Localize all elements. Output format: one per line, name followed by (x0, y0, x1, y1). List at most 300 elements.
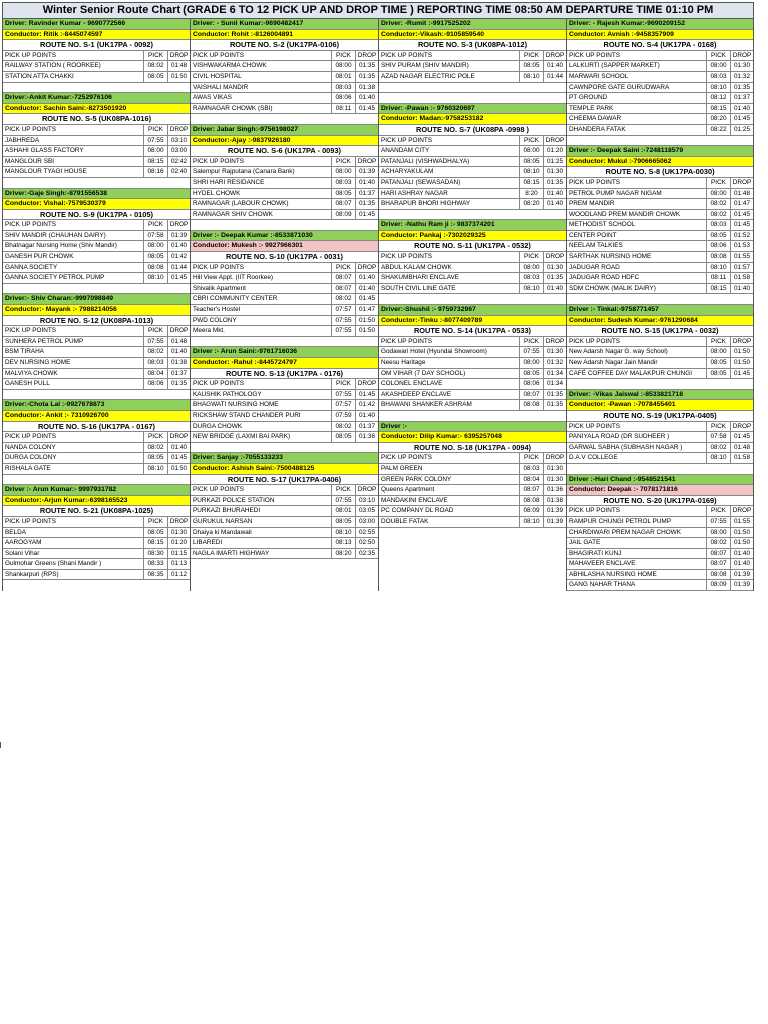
stops-header-row (379, 252, 566, 263)
drop-time: 01:35 (547, 390, 563, 398)
stop-name: DURGA COLONY (3, 453, 144, 463)
stop-name: JADUGAR ROAD HDFC (567, 273, 707, 283)
driver-label: Driver: -Nathu Ram ji :- 9837374201 (379, 220, 566, 231)
pick-time: 07:55 (144, 136, 168, 146)
pick-time: 08:03 (520, 464, 544, 474)
stop-name: GURUKUL NARSAN (191, 517, 332, 527)
route-number: ROUTE NO. S-7 (UK08PA -0998 ) (379, 125, 566, 136)
pick-time: 08:15 (707, 104, 731, 114)
stop-row (567, 528, 753, 539)
stops-header-row (567, 337, 753, 348)
stops-header-row (567, 422, 753, 433)
drop-time: 02:55 (359, 528, 375, 536)
stop-row (379, 146, 566, 157)
pick-time: 08:04 (144, 369, 168, 379)
stop-name: PT GROUND (567, 93, 707, 103)
stop-row (191, 517, 378, 528)
route-number: ROUTE NO. S-11 (UK17PA - 0532) (379, 241, 566, 252)
conductor-label: Conductor: Pankaj :-7302029325 (379, 231, 566, 242)
route-number: ROUTE NO. S-3 (UK08PA-1012) (379, 40, 566, 51)
drop-time: 01:37 (359, 189, 375, 197)
drop-header: DROP (169, 433, 189, 441)
drop-header: DROP (169, 221, 189, 229)
stop-name: SHIV PURAM (SHIV MANDIR) (379, 61, 520, 71)
stop-row (567, 538, 753, 549)
drop-header: DROP (732, 422, 752, 430)
stop-name: AAROGYAM (3, 538, 144, 548)
pickup-points-header: PICK UP POINTS (191, 263, 332, 273)
stop-name: SUNHERA PETROL PUMP (3, 337, 144, 347)
stop-row (379, 390, 566, 401)
pick-time: 08:20 (520, 199, 544, 209)
conductor-label: Conductor:-Tinku :-8077409789 (379, 316, 566, 327)
stops-header-row (379, 453, 566, 464)
pick-time: 08:07 (520, 485, 544, 495)
route-number: ROUTE NO. S-18 (UK17PA - 0094) (379, 443, 566, 454)
drop-time: 01:55 (734, 253, 750, 261)
drop-time: 01:48 (171, 337, 187, 345)
stop-name: SARTHAK NURSING HOME (567, 252, 707, 262)
stop-row (567, 220, 753, 231)
drop-time: 01:35 (547, 274, 563, 282)
driver-label: Driver: - Sunil Kumar:-9690482417 (191, 19, 378, 30)
driver-label: Driver:-Shushil :- 9759732967 (379, 305, 566, 316)
pick-time: 08:02 (332, 422, 356, 432)
pick-time: 08:07 (707, 549, 731, 559)
stop-name: HYDEL CHOWK (191, 189, 332, 199)
stop-name: COLONEL ENCLAVE (379, 379, 520, 389)
stop-name: MALVIYA CHOWK (3, 369, 144, 379)
stop-name: CAWNPORE GATE GURUDWARA (567, 83, 707, 93)
pick-time: 07:58 (144, 231, 168, 241)
stop-row (3, 337, 190, 348)
pick-header: PICK (707, 506, 731, 516)
stop-row (379, 496, 566, 507)
stop-row (379, 347, 566, 358)
stop-name: JABHREDA (3, 136, 144, 146)
pick-header: PICK (144, 220, 168, 230)
drop-header: DROP (169, 125, 189, 133)
pick-time: 08:02 (707, 210, 731, 220)
stop-name: CAFÉ COFFEE DAY MALAKPUR CHUNGI (567, 369, 707, 379)
pick-time: 08:35 (144, 570, 168, 580)
stop-name: Meera Mkt. (191, 326, 332, 336)
stop-name: ABDUL KALAM CHOWK (379, 263, 520, 273)
stop-name: PURKAZI BHURAHEDI (191, 506, 332, 516)
drop-time: 03:00 (171, 147, 187, 155)
pick-time: 08:00 (332, 61, 356, 71)
drop-time: 01:35 (547, 401, 563, 409)
pick-header: PICK (332, 157, 356, 167)
conductor-label: Conductor:-Ajay :-9837926180 (191, 136, 378, 147)
stop-row (379, 506, 566, 517)
pick-time: 08:20 (707, 114, 731, 124)
drop-time: 01:40 (359, 411, 375, 419)
stop-row (191, 496, 378, 507)
pickup-points-header: PICK UP POINTS (379, 337, 520, 347)
stop-name: GANESH PUR CHOWK (3, 252, 144, 262)
stop-name: ASHAHI GLASS FACTORY (3, 146, 144, 156)
pick-time: 08:09 (520, 506, 544, 516)
drop-time: 01:40 (734, 284, 750, 292)
pickup-points-header: PICK UP POINTS (3, 432, 144, 442)
stop-row (379, 379, 566, 390)
stop-name: PREM MANDIR (567, 199, 707, 209)
pick-time: 07:58 (707, 432, 731, 442)
pick-header: PICK (144, 51, 168, 61)
drop-time: 01:38 (547, 496, 563, 504)
pick-time: 08:05 (707, 231, 731, 241)
spacer-row (191, 114, 378, 125)
pick-time: 08:10 (144, 273, 168, 283)
stop-row (379, 464, 566, 475)
stop-name: MANGLOUR SBI (3, 157, 144, 167)
stop-name: PC COMPANY DL ROAD (379, 506, 520, 516)
pick-time: 08:00 (707, 189, 731, 199)
stops-header-row (379, 337, 566, 348)
route-column-2 (190, 19, 378, 591)
stop-row (191, 83, 378, 94)
stop-name: PATANJALI (VISHWADHALYA) (379, 157, 520, 167)
pick-header: PICK (332, 485, 356, 495)
stop-row (191, 167, 378, 178)
pick-header: PICK (707, 178, 731, 188)
stop-row (3, 263, 190, 274)
spacer-row (3, 178, 190, 189)
drop-time: 03:05 (359, 507, 375, 515)
pick-time: 08:00 (520, 146, 544, 156)
pick-time: 07:57 (332, 400, 356, 410)
stop-name: RAMNAGAR SHIV CHOWK (191, 210, 332, 220)
stop-name: NEW BRIDGE (LAXMI BAI PARK) (191, 432, 332, 442)
pick-header: PICK (144, 125, 168, 135)
stop-row (567, 93, 753, 104)
stop-name: ANANDAM CITY (379, 146, 520, 156)
stop-name: BHAWANI SHANKER ASHRAM (379, 400, 520, 410)
spacer-row (191, 337, 378, 348)
stop-name: SDM CHOWK (MALIK DAIRY) (567, 284, 707, 294)
stop-row (3, 379, 190, 390)
drop-time: 01:40 (734, 104, 750, 112)
stop-row (567, 231, 753, 242)
pickup-points-header: PICK UP POINTS (567, 51, 707, 61)
pick-header: PICK (520, 136, 544, 146)
route-number: ROUTE NO. S-13 (UK17PA - 0176) (191, 369, 378, 380)
pickup-points-header: PICK UP POINTS (3, 125, 144, 135)
stop-name: DHANDERA FATAK (567, 125, 707, 135)
drop-time: 01:58 (734, 454, 750, 462)
drop-header: DROP (357, 486, 377, 494)
stop-name: CBRI COMMUNITY CENTER (191, 294, 332, 304)
stop-row (3, 369, 190, 380)
drop-time: 01:30 (171, 528, 187, 536)
pick-time: 08:05 (520, 369, 544, 379)
pick-time: 08:10 (707, 83, 731, 93)
stop-row (379, 485, 566, 496)
stops-header-row (191, 485, 378, 496)
route-chart-sheet (2, 2, 754, 591)
stop-name: LALKURTI (SAPPER MARKET) (567, 61, 707, 71)
route-number: ROUTE NO. S-21 (UK08PA-1025) (3, 506, 190, 517)
stop-row (191, 189, 378, 200)
drop-header: DROP (732, 337, 752, 345)
pickup-points-header: PICK UP POINTS (3, 220, 144, 230)
drop-time: 01:37 (171, 369, 187, 377)
pick-time: 08:08 (520, 400, 544, 410)
drop-time: 01:25 (734, 125, 750, 133)
drop-time: 01:13 (171, 560, 187, 568)
pick-header: PICK (144, 432, 168, 442)
stop-name: RAILWAY STATION ( ROORKEE) (3, 61, 144, 71)
stop-row (191, 400, 378, 411)
stop-name: MANGLOUR TYAGI HOUSE (3, 167, 144, 177)
stop-name: BHARAPUR BHORI HIGHWAY (379, 199, 520, 209)
pick-header: PICK (520, 252, 544, 262)
stops-header-row (567, 51, 753, 62)
pick-time: 08:30 (144, 549, 168, 559)
drop-header: DROP (357, 380, 377, 388)
stop-row (567, 559, 753, 570)
drop-time: 01:45 (734, 369, 750, 377)
stop-name: GANG NAHAR THANA (567, 580, 707, 590)
drop-time: 01:47 (734, 200, 750, 208)
stop-row (3, 252, 190, 263)
pick-time: 08:05 (332, 517, 356, 527)
spacer-row (379, 210, 566, 221)
stop-name: NEELAM TALKIES (567, 241, 707, 251)
pick-time: 08:07 (707, 559, 731, 569)
pick-time: 08:02 (144, 443, 168, 453)
route-number: ROUTE NO. S-6 (UK17PA - 0093) (191, 146, 378, 157)
drop-time: 01:36 (547, 486, 563, 494)
stop-name: PALM GREEN (379, 464, 520, 474)
conductor-label: Conductor:- Ankit :- 7310926700 (3, 411, 190, 422)
drop-time: 01:52 (734, 231, 750, 239)
pick-header: PICK (520, 337, 544, 347)
drop-time: 01:44 (547, 72, 563, 80)
stop-row (3, 549, 190, 560)
pick-time: 08:05 (144, 453, 168, 463)
drop-time: 01:40 (171, 242, 187, 250)
conductor-label: Conductor: Rohit :-8126004891 (191, 30, 378, 41)
stop-row (3, 358, 190, 369)
stop-row (3, 528, 190, 539)
stop-row (379, 400, 566, 411)
stop-name: RAMPUR CHUNGI PETROL PUMP (567, 517, 707, 527)
stop-row (567, 273, 753, 284)
driver-label: Driver: -Vikas Jaiswal :-8533821718 (567, 390, 753, 401)
stop-row (191, 104, 378, 115)
pick-time: 07:57 (332, 305, 356, 315)
drop-time: 01:37 (734, 94, 750, 102)
pick-time: 08:33 (144, 559, 168, 569)
drop-time: 01:45 (734, 115, 750, 123)
pick-time: 08:05 (144, 528, 168, 538)
stop-name: STATION ATTA CHAKKI (3, 72, 144, 82)
pick-time: 08:07 (332, 199, 356, 209)
drop-time: 01:55 (734, 517, 750, 525)
pick-time: 08:02 (707, 443, 731, 453)
pick-time: 08:01 (332, 506, 356, 516)
drop-header: DROP (732, 178, 752, 186)
stop-row (3, 157, 190, 168)
pick-time: 08:07 (520, 390, 544, 400)
drop-time: 01:30 (547, 348, 563, 356)
drop-header: DROP (545, 253, 565, 261)
stop-name: Shivalik Apartment (191, 284, 332, 294)
drop-time: 03:10 (171, 136, 187, 144)
stop-row (191, 294, 378, 305)
pick-time: 08:00 (144, 241, 168, 251)
stop-row (567, 114, 753, 125)
stop-name: PWD COLONY (191, 316, 332, 326)
stop-row (567, 72, 753, 83)
route-number: ROUTE NO. S-16 (UK17PA - 0167) (3, 422, 190, 433)
drop-header: DROP (732, 51, 752, 59)
stop-name: Bhatnagar Nursing Home (Shiv Mandir) (3, 241, 144, 251)
pick-time: 08:01 (332, 72, 356, 82)
stop-row (191, 422, 378, 433)
stop-name: TEMPLE PARK (567, 104, 707, 114)
stop-row (567, 61, 753, 72)
pickup-points-header: PICK UP POINTS (379, 252, 520, 262)
stop-row (379, 189, 566, 200)
stop-row (191, 61, 378, 72)
pick-time: 08:00 (520, 263, 544, 273)
stop-row (567, 252, 753, 263)
conductor-label: Conductor: Madan:-9758253182 (379, 114, 566, 125)
route-number: ROUTE NO. S-19 (UK17PA-0405) (567, 411, 753, 422)
driver-label: Driver :- Deepak Kumar :-8533871030 (191, 231, 378, 242)
stops-header-row (191, 263, 378, 274)
pick-time: 08:10 (520, 517, 544, 527)
pick-time: 08:00 (520, 358, 544, 368)
stop-name: BSM TIRAHA (3, 347, 144, 357)
stop-name: MARWARI SCHOOL (567, 72, 707, 82)
stop-name: Dhaiya ki Mandawali (191, 528, 332, 538)
stop-row (3, 453, 190, 464)
conductor-label: Conductor: Dilip Kumar:- 6395257048 (379, 432, 566, 443)
stop-row (379, 273, 566, 284)
stop-name: RISHALA GATE (3, 464, 144, 474)
pickup-points-header: PICK UP POINTS (3, 326, 144, 336)
drop-time: 01:45 (359, 210, 375, 218)
stop-name: RICKSHAW STAND CHANDER PURI (191, 411, 332, 421)
stop-name: DEV NURSING HOME (3, 358, 144, 368)
pick-time: 08:03 (144, 358, 168, 368)
stop-row (567, 432, 753, 443)
drop-time: 01:30 (547, 263, 563, 271)
margin-mark (0, 742, 1, 748)
conductor-label: Conductor: Sudesh Kumar:-9761290684 (567, 316, 753, 327)
drop-time: 01:40 (547, 189, 563, 197)
stop-name: New Adarsh Nagar G. way School) (567, 347, 707, 357)
conductor-label: Conductor: Mukesh :- 9927966301 (191, 241, 378, 252)
stop-name: ABHILASHA NURSING HOME (567, 570, 707, 580)
stop-name: AWAS VIKAS (191, 93, 332, 103)
drop-time: 01:40 (734, 549, 750, 557)
pick-time: 08:03 (332, 178, 356, 188)
pick-time: 08:02 (144, 347, 168, 357)
drop-time: 01:42 (171, 253, 187, 261)
drop-time: 01:40 (734, 560, 750, 568)
drop-time: 01:45 (171, 454, 187, 462)
route-number: ROUTE NO. S-10 (UK17PA - 0031) (191, 252, 378, 263)
pick-time: 07:55 (332, 326, 356, 336)
stop-name: CHEEMA DAWAR (567, 114, 707, 124)
stop-row (379, 72, 566, 83)
pick-header: PICK (707, 51, 731, 61)
stop-name: Neesu Haritage (379, 358, 520, 368)
pickup-points-header: PICK UP POINTS (567, 422, 707, 432)
pick-time: 08:15 (144, 157, 168, 167)
stop-name: GANNA SOCIETY (3, 263, 144, 273)
stop-name: Gulmohar Greens (Shani Mandir ) (3, 559, 144, 569)
pick-time: 08:04 (520, 475, 544, 485)
stop-row (379, 157, 566, 168)
drop-time: 01:35 (547, 178, 563, 186)
pickup-points-header: PICK UP POINTS (379, 51, 520, 61)
conductor-label: Conductor: Vishal:-7579530379 (3, 199, 190, 210)
pick-header: PICK (332, 51, 356, 61)
pick-time: 08:07 (332, 284, 356, 294)
pick-time: 07:55 (144, 337, 168, 347)
drop-time: 01:44 (171, 263, 187, 271)
drop-time: 01:35 (171, 380, 187, 388)
spacer-row (379, 83, 566, 94)
drop-time: 01:40 (547, 284, 563, 292)
stop-row (379, 517, 566, 528)
stop-name: Hill View Appt. (IIT Roorkee) (191, 273, 332, 283)
stop-row (567, 347, 753, 358)
drop-time: 01:25 (547, 157, 563, 165)
stop-row (3, 167, 190, 178)
route-number: ROUTE NO. S-14 (UK17PA - 0533) (379, 326, 566, 337)
drop-time: 01:45 (359, 390, 375, 398)
pick-time: 08:08 (144, 263, 168, 273)
stops-header-row (3, 432, 190, 443)
stop-row (567, 580, 753, 591)
pick-time: 08:06 (520, 379, 544, 389)
stop-row (3, 559, 190, 570)
pickup-points-header: PICK UP POINTS (191, 485, 332, 495)
drop-time: 01:50 (359, 316, 375, 324)
drop-time: 01:35 (734, 83, 750, 91)
pick-time: 07:55 (707, 517, 731, 527)
stop-row (567, 104, 753, 115)
route-number: ROUTE NO. S-8 (UK17PA-0030) (567, 167, 753, 178)
pick-time: 08:10 (520, 72, 544, 82)
pick-time: 07:55 (520, 347, 544, 357)
driver-label: Driver:-Chota Lal :-9927678873 (3, 400, 190, 411)
pick-time: 08:00 (707, 61, 731, 71)
drop-time: 01:45 (734, 433, 750, 441)
stop-row (191, 528, 378, 539)
pick-time: 07:55 (332, 496, 356, 506)
pick-time: 08:00 (707, 347, 731, 357)
route-number: ROUTE NO. S-12 (UK08PA-1013) (3, 316, 190, 327)
stop-row (3, 570, 190, 581)
pick-time: 08:05 (520, 157, 544, 167)
spacer-row (3, 83, 190, 94)
stop-row (3, 61, 190, 72)
stop-name: SOUTH CIVIL LINE GATE (379, 284, 520, 294)
stop-row (191, 93, 378, 104)
drop-time: 01:57 (734, 263, 750, 271)
stop-name: RAMNAGAR CHOWK (SBI) (191, 104, 332, 114)
stop-row (567, 453, 753, 464)
pick-time: 08:15 (520, 178, 544, 188)
